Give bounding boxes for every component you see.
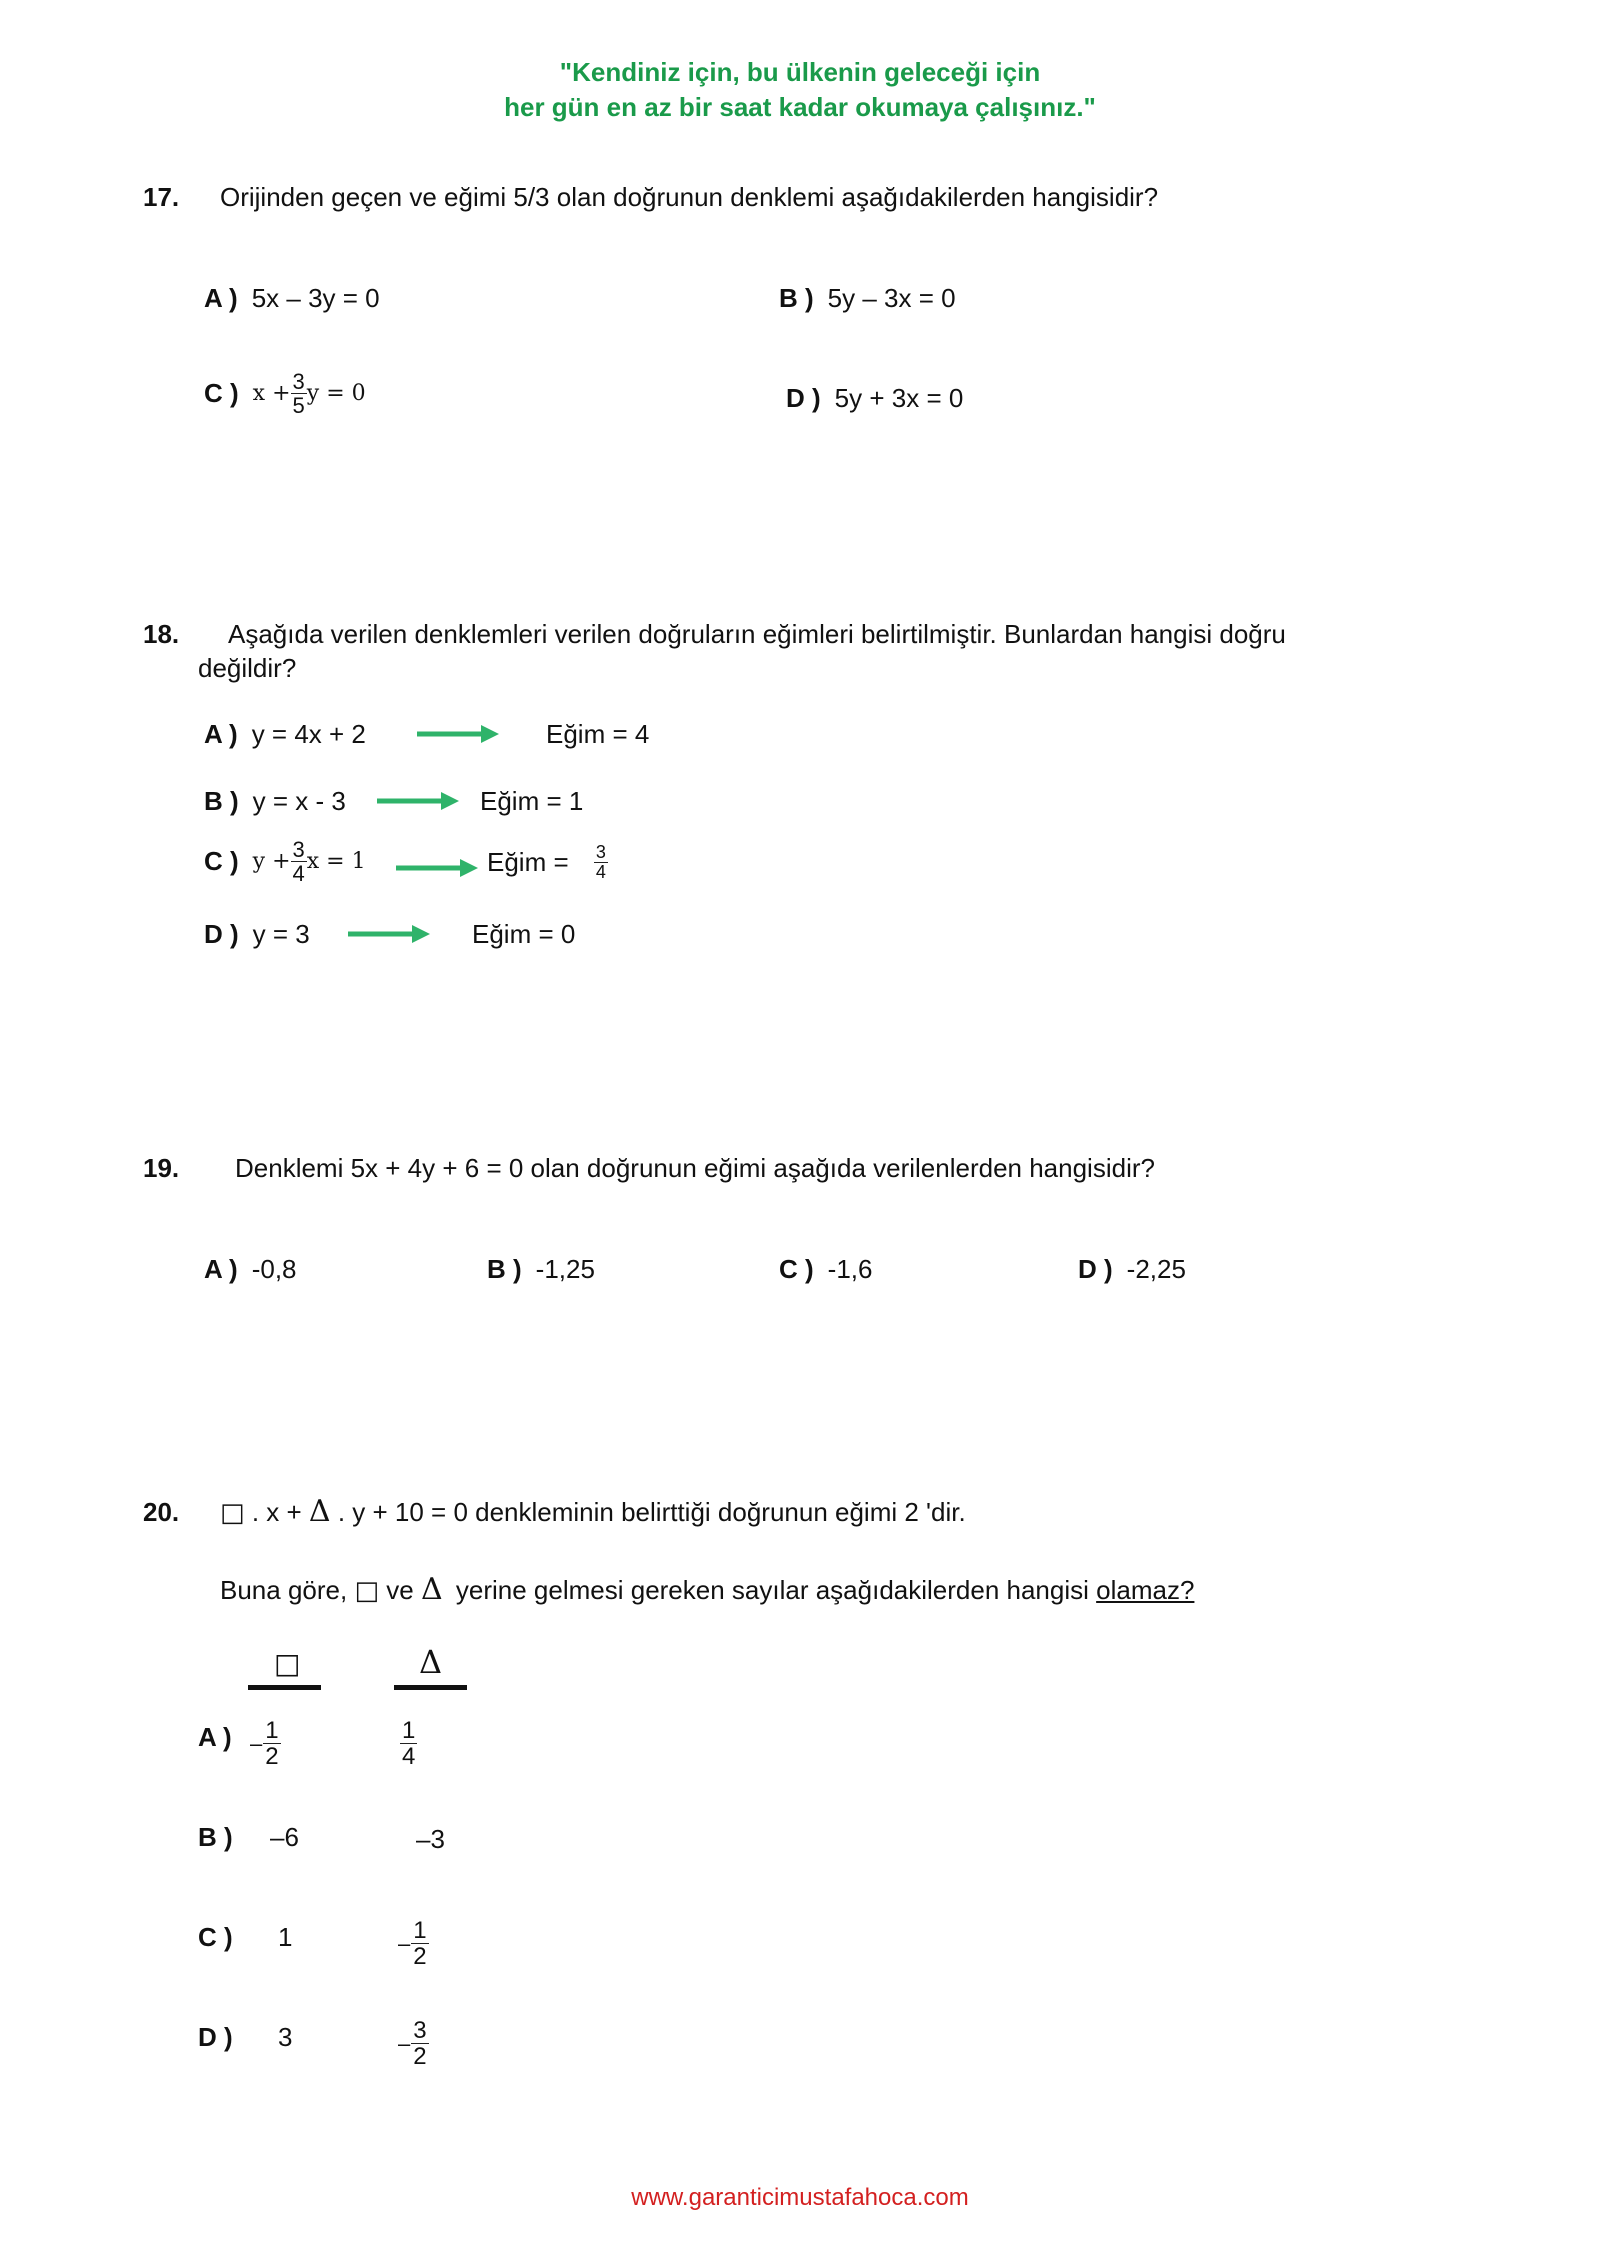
question-number: 20. <box>143 1497 180 1527</box>
slope-b: Eğim = 1 <box>480 786 584 816</box>
option-d <box>786 383 963 414</box>
option-label: A ) <box>204 1254 238 1284</box>
option-text: 5y + 3x = 0 <box>834 383 964 413</box>
option-text: 5y – 3x = 0 <box>827 283 956 313</box>
option-text: -1,6 <box>827 1254 873 1284</box>
slope-label: Eğim = <box>487 846 569 877</box>
option-label-b: B ) <box>198 1822 233 1852</box>
arrow-right-icon <box>415 722 501 746</box>
slope-a: Eğim = 4 <box>546 719 650 749</box>
option-text: -0,8 <box>251 1254 297 1284</box>
line2-part-3: yerine gelmesi gereken sayılar aşağıdakilerden hangisi <box>455 1575 1089 1605</box>
slope-d: Eğim = 0 <box>472 919 576 949</box>
option-label: B ) <box>204 786 239 816</box>
question-text-line-2 <box>220 1572 1194 1607</box>
fraction: $\frac{1}{4}$ <box>402 1717 416 1771</box>
option-label: A ) <box>204 719 238 749</box>
option-text: y = x - 3 <box>252 786 346 816</box>
option-a <box>204 1254 297 1285</box>
question-text-line-1: Aşağıda verilen denklemleri verilen doğruların eğimleri belirtilmiştir. Bunlardan hangisi doğru <box>228 619 1286 649</box>
option-text: -2,25 <box>1126 1254 1186 1284</box>
footer-url[interactable]: www.garanticimustafahoca.com <box>631 2184 969 2211</box>
math-pre: x + <box>252 381 291 407</box>
question-text: Denklemi 5x + 4y + 6 = 0 olan doğrunun eğimi aşağıda verilenlerden hangisidir? <box>235 1153 1155 1183</box>
math-post: y = 0 <box>306 381 366 407</box>
option-d-square-value: 3 <box>278 2022 293 2052</box>
square-icon: □ <box>220 1498 245 1528</box>
option-label: C ) <box>779 1254 814 1284</box>
option-label-d: D ) <box>198 2022 233 2052</box>
question-text-line-1 <box>220 1494 966 1529</box>
triangle-icon: Δ <box>420 1572 443 1607</box>
option-label: C ) <box>204 378 239 409</box>
option-text: y = 4x + 2 <box>251 719 366 749</box>
question-text: Orijinden geçen ve eğimi 5/3 olan doğrunun denklemi aşağıdakilerden hangisidir? <box>220 182 1159 212</box>
option-label: D ) <box>1078 1254 1113 1284</box>
underlined-word: olamaz? <box>1096 1575 1195 1605</box>
option-label: B ) <box>779 283 814 313</box>
math-post: x = 1 <box>306 849 366 875</box>
option-label: D ) <box>786 383 821 413</box>
option-a-equation <box>204 719 366 750</box>
option-a <box>204 283 380 314</box>
option-d-equation <box>204 919 310 950</box>
square-column-header: □ <box>274 1647 301 1680</box>
option-text: 5x – 3y = 0 <box>251 283 380 313</box>
option-label-c: C ) <box>198 1922 233 1952</box>
arrow-right-icon <box>346 922 432 946</box>
slope-c <box>487 843 608 882</box>
eq-part-2: . y + 10 = 0 denkleminin belirttiği doğrunun eğimi 2 'dir. <box>337 1497 966 1527</box>
square-icon: □ <box>354 1576 380 1606</box>
fraction: $\frac{3}{4}$ <box>595 842 606 882</box>
option-d <box>1078 1254 1186 1285</box>
question-number: 17. <box>143 182 180 212</box>
option-a-triangle-value <box>400 1718 417 1769</box>
option-b-square-value: –6 <box>270 1822 299 1852</box>
line2-part-2: ve <box>386 1575 414 1605</box>
option-c <box>779 1254 872 1285</box>
arrow-right-icon <box>375 789 461 813</box>
option-label: D ) <box>204 919 239 949</box>
quote-line-1: "Kendiniz için, bu ülkenin geleceği için <box>559 57 1041 87</box>
eq-part-1: . x + <box>251 1497 302 1527</box>
question-number: 18. <box>143 619 180 649</box>
option-d-triangle-value: – $\frac{3}{2}$ <box>398 2017 427 2071</box>
fraction: $\frac{3}{2}$ <box>413 2017 427 2071</box>
square-header-rule <box>248 1685 321 1690</box>
option-b <box>779 283 956 314</box>
fraction: $\frac{3}{4}$ <box>292 837 305 887</box>
option-label: B ) <box>487 1254 522 1284</box>
question-number: 19. <box>143 1153 180 1183</box>
line2-part-1: Buna göre, <box>220 1575 348 1605</box>
triangle-icon: Δ <box>308 1494 331 1529</box>
option-a-square-value: – $\frac{1}{2}$ <box>250 1717 279 1771</box>
arrow-right-icon <box>394 856 480 880</box>
option-b <box>487 1254 595 1285</box>
quote-line-2: her gün en az bir saat kadar okumaya çalışınız." <box>504 92 1096 122</box>
option-c-equation <box>204 838 366 885</box>
option-c <box>204 370 366 417</box>
option-b-equation <box>204 786 346 817</box>
option-c-triangle-value: – $\frac{1}{2}$ <box>398 1917 427 1971</box>
question-text-line-2: değildir? <box>198 653 297 683</box>
option-text: y = 3 <box>252 919 310 949</box>
triangle-column-header: Δ <box>419 1643 443 1681</box>
fraction: $\frac{1}{2}$ <box>413 1917 427 1971</box>
fraction: $\frac{3}{5}$ <box>292 369 305 419</box>
option-label: A ) <box>204 283 238 313</box>
option-b-triangle-value: –3 <box>416 1824 445 1854</box>
fraction: $\frac{1}{2}$ <box>265 1717 279 1771</box>
option-label-a: A ) <box>198 1722 232 1752</box>
option-text: -1,25 <box>535 1254 595 1284</box>
option-c-square-value: 1 <box>278 1922 293 1952</box>
triangle-header-rule <box>394 1685 467 1690</box>
option-label: C ) <box>204 846 239 877</box>
math-pre: y + <box>252 849 291 875</box>
